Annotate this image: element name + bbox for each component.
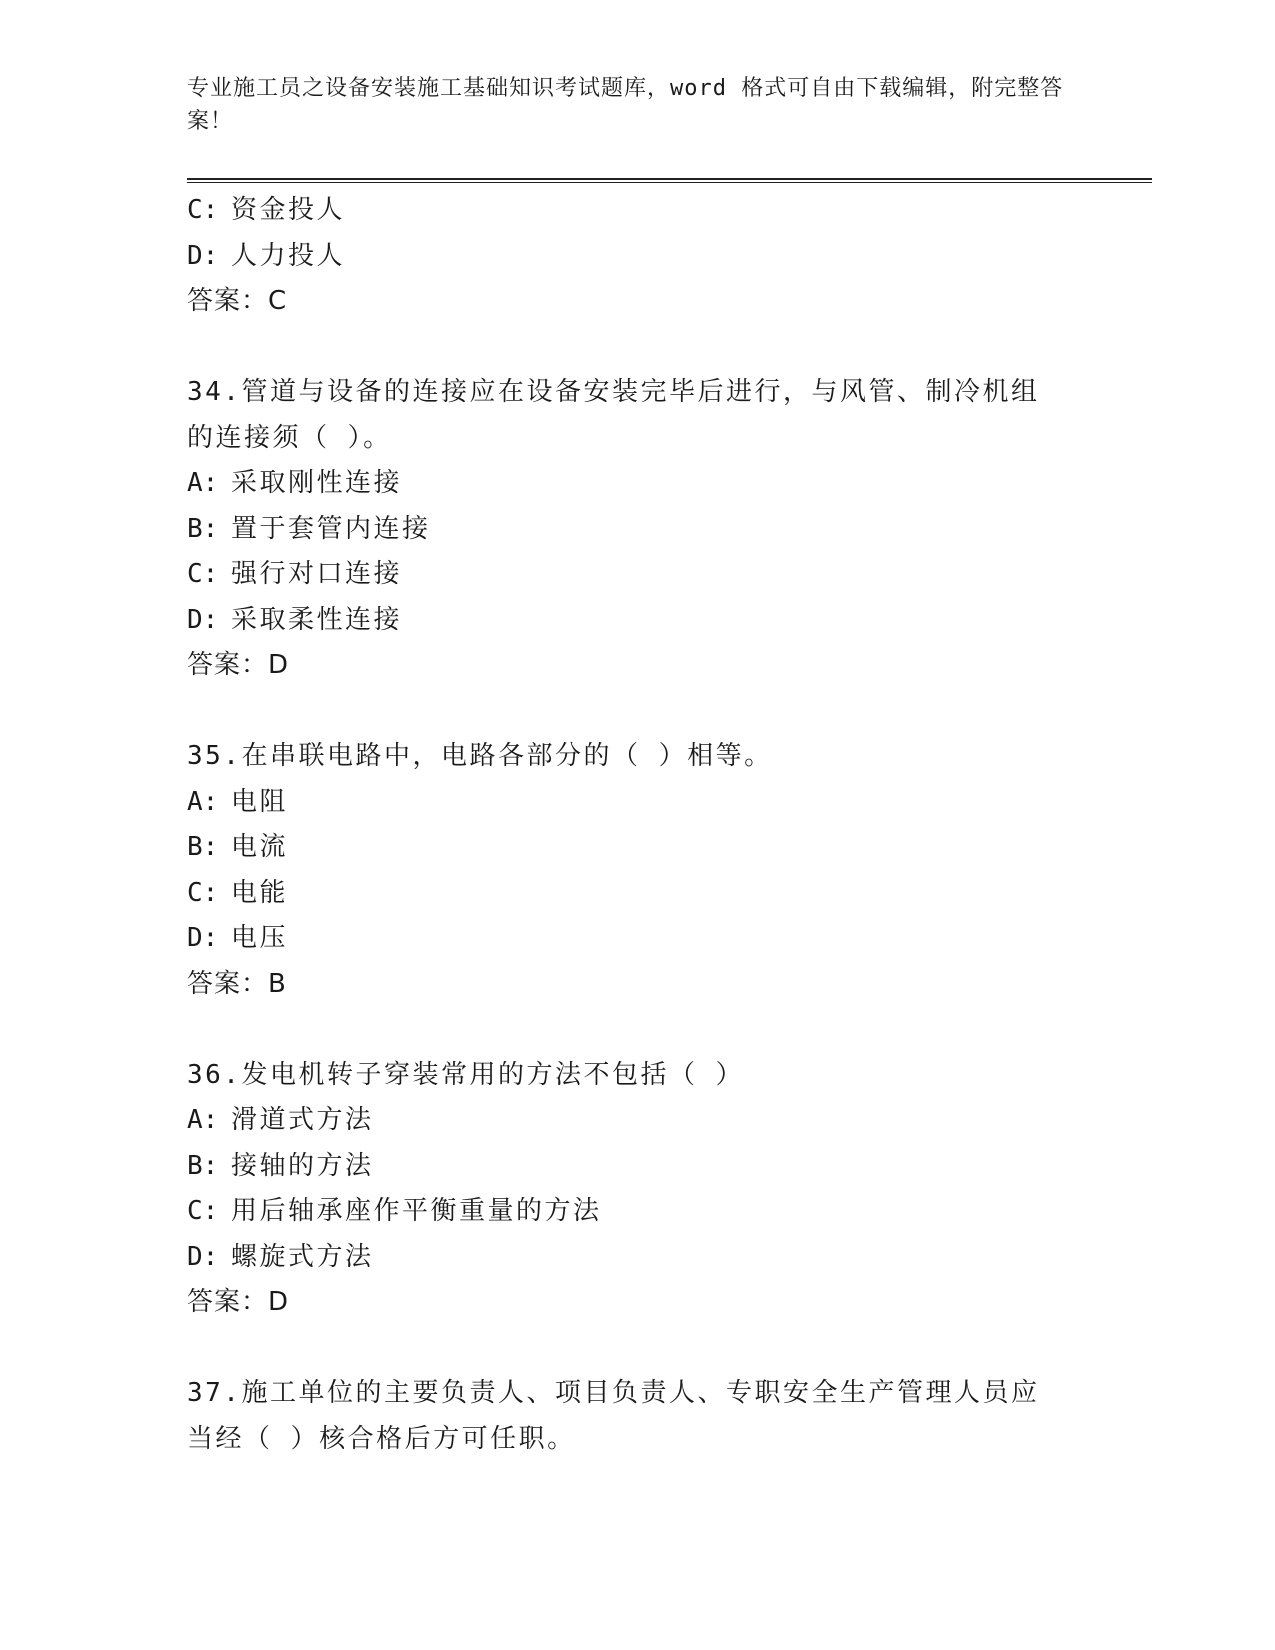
option-item	[187, 188, 1087, 234]
option-item	[187, 552, 1087, 598]
option-text: 采取刚性连接	[231, 468, 403, 498]
option-letter: C:	[187, 1196, 219, 1226]
option-letter: C:	[187, 877, 219, 908]
option-text: 电压	[231, 923, 289, 953]
option-item	[187, 598, 1087, 644]
option-letter: C:	[187, 195, 219, 225]
answer-line: 答案：D	[187, 650, 290, 680]
option-item	[187, 825, 1087, 871]
option-text: 用后轴承座作平衡重量的方法	[231, 1196, 602, 1226]
option-text: 电能	[231, 877, 289, 908]
option-item	[187, 1144, 1087, 1190]
option-letter: B:	[187, 832, 219, 862]
option-item	[187, 916, 1087, 962]
question-text: 35.在串联电路中，电路各部分的（ ）相等。	[187, 741, 773, 771]
option-letter: C:	[187, 559, 219, 589]
option-letter: D:	[187, 604, 219, 635]
answer-line: 答案：B	[187, 968, 287, 999]
option-text: 强行对口连接	[231, 559, 403, 589]
option-letter: D:	[187, 240, 219, 271]
option-text: 置于套管内连接	[231, 513, 431, 544]
option-letter: A:	[187, 1105, 219, 1135]
option-letter: D:	[187, 1241, 219, 1272]
option-text: 接轴的方法	[231, 1150, 374, 1181]
option-item	[187, 1189, 1087, 1235]
question-text: 34.管道与设备的连接应在设备安装完毕后进行，与风管、制冷机组的连接须（ ）。	[187, 377, 1040, 453]
option-item	[187, 1235, 1087, 1281]
option-item	[187, 871, 1087, 917]
option-letter: D:	[187, 923, 219, 953]
answer-line: 答案：C	[187, 286, 288, 316]
answer-line: 答案：D	[187, 1287, 290, 1317]
option-text: 螺旋式方法	[231, 1241, 374, 1272]
page-header: 专业施工员之设备安装施工基础知识考试题库，word 格式可自由下载编辑，附完整答案！	[187, 76, 1064, 134]
option-letter: A:	[187, 468, 219, 498]
option-letter: B:	[187, 1150, 219, 1181]
option-item	[187, 780, 1087, 826]
option-text: 电阻	[231, 786, 289, 817]
header-divider-thin	[187, 182, 1152, 183]
option-item	[187, 234, 1087, 280]
question-text: 37.施工单位的主要负责人、项目负责人、专职安全生产管理人员应当经（ ）核合格后方可任职。	[187, 1378, 1040, 1454]
header-divider-thick	[187, 178, 1152, 180]
option-text: 电流	[231, 832, 289, 862]
option-letter: B:	[187, 513, 219, 544]
option-text: 滑道式方法	[231, 1105, 374, 1135]
option-letter: A:	[187, 786, 219, 817]
question-text: 36.发电机转子穿装常用的方法不包括（ ）	[187, 1059, 745, 1090]
option-item	[187, 507, 1087, 553]
option-text: 人力投人	[231, 240, 346, 271]
option-text: 采取柔性连接	[231, 604, 403, 635]
option-item	[187, 461, 1087, 507]
option-text: 资金投人	[231, 195, 346, 225]
question-list	[187, 188, 1087, 1462]
option-item	[187, 1098, 1087, 1144]
